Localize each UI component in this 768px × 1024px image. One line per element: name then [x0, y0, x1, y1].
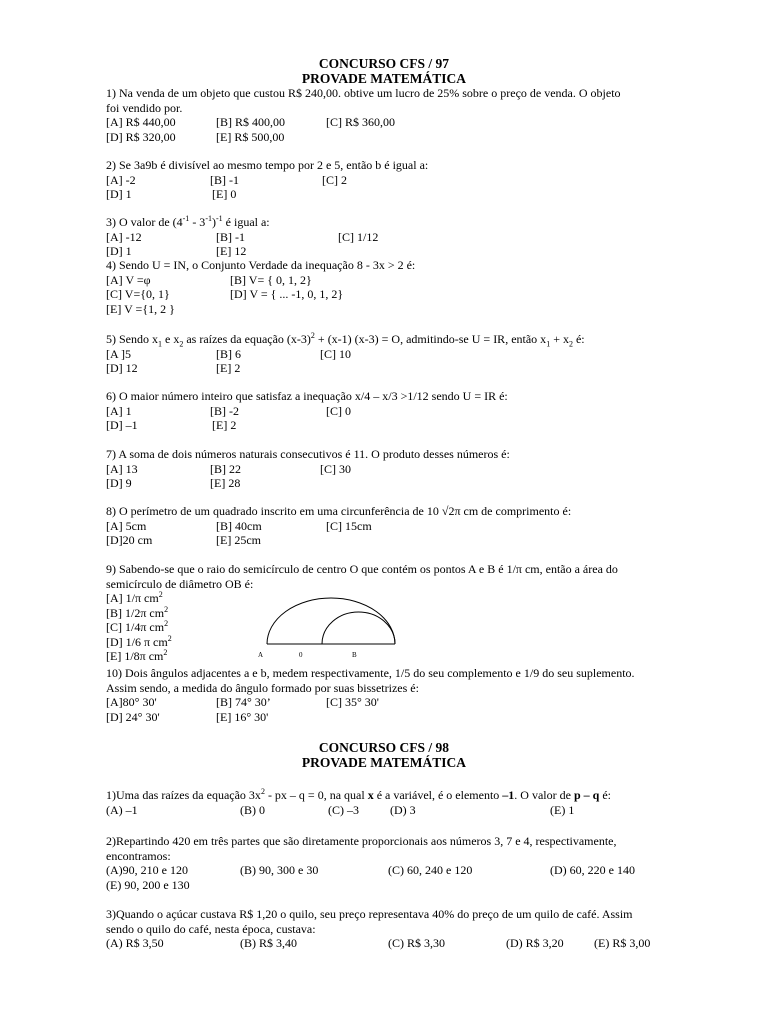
option-e: [E] 1/8π $cm^2$ [106, 648, 168, 663]
option-a: [A] R$ 440,00 [106, 115, 176, 129]
option-d: (D) 3 [390, 802, 416, 817]
options-row [106, 519, 666, 534]
option-d: [D] 12 [106, 361, 138, 375]
question-text: 7) A soma de dois números naturais consecutivos é 11. O produto desses números é: [106, 447, 510, 461]
option-e: [E] 28 [210, 476, 241, 490]
options-row [106, 710, 666, 725]
option-a: [A]80° 30' [106, 695, 157, 709]
exam1-title-line2: PROVADE MATEMÁTICA [301, 71, 467, 86]
option-b: [B] 74° 30’ [216, 695, 271, 709]
options-row [106, 347, 666, 362]
question-text: 3) O valor de $(4^{-1} - 3^{-1})^{-1}$ é igual a: [106, 214, 270, 229]
large-semicircle [267, 598, 395, 644]
option-b: [B] R$ 400,00 [216, 115, 285, 129]
exam2-title [0, 740, 768, 770]
exam2-title-line1: CONCURSO CFS / 98 [318, 740, 450, 755]
question-text: semicírculo de diâmetro OB é: [106, 576, 254, 591]
options-row [106, 462, 666, 477]
question-text: 4) Sendo U = IN, o Conjunto Verdade da inequação 8 - 3x > 2 é: [106, 258, 416, 272]
option-e: [E] 25cm [216, 533, 261, 547]
option-a: (A) –1 [106, 802, 138, 817]
option-d: [D] 9 [106, 476, 132, 490]
option-c: [C] 1/12 [338, 229, 379, 244]
question-text: sendo o quilo do café, nesta época, custava: [106, 921, 316, 936]
option-b: [B] 6 [216, 346, 241, 361]
option-e: [E] 2 [212, 418, 237, 432]
exam1-title [0, 56, 768, 86]
exam1-question-7 [106, 447, 666, 491]
question-text: 10) Dois ângulos adjacentes a e b, medem respectivamente, 1/5 do seu complemento e 1/9 do seu suplemento. [106, 666, 635, 680]
option-b: [B] -2 [210, 403, 239, 418]
small-semicircle [322, 612, 395, 644]
options-row [106, 418, 666, 433]
option-b: [B] 40cm [216, 518, 262, 533]
semicircle-figure [255, 596, 405, 664]
option-a: [A] 1 [106, 403, 132, 418]
option-d: [D] 1/6 π $cm^2$ [106, 633, 172, 649]
option-b: [B] 1/2π $cm^2$ [106, 604, 169, 620]
question-text: 9) Sabendo-se que o raio do semicírculo de centro O que contém os pontos A e B é 1/π cm, então a área do [106, 562, 618, 576]
options-row [106, 803, 666, 818]
option-e: [E] 16° 30' [216, 709, 269, 724]
option-d: [D] V = { ... -1, 0, 1, 2} [230, 287, 344, 301]
question-text: 8) O perímetro de um quadrado inscrito em uma circunferência de 10 √2π cm de comprimento é: [106, 504, 572, 518]
options-row [106, 230, 666, 245]
exam1-question-10 [106, 666, 666, 724]
option-b: [B] V= { 0, 1, 2} [230, 272, 312, 287]
point-b-label: B [352, 651, 357, 659]
options-row [106, 404, 666, 419]
options-row [106, 878, 666, 893]
exam2-question-2 [106, 834, 666, 892]
question-text: 6) O maior número inteiro que satisfaz a inequação x/4 – x/3 >1/12 sendo U = IR é: [106, 389, 508, 403]
option-a: [A] V =φ [106, 272, 151, 287]
option-d: (D) 60, 220 e 140 [550, 863, 635, 877]
options-row [106, 187, 666, 202]
exam2-title-line2: PROVADE MATEMÁTICA [301, 755, 467, 770]
options-row [106, 302, 666, 317]
question-text: Assim sendo, a medida do ângulo formado por suas bissetrizes é: [106, 680, 419, 695]
option-a: [A] 13 [106, 461, 138, 476]
option-d: [D] R$ 320,00 [106, 129, 176, 144]
option-e: (E) 90, 200 e 130 [106, 877, 190, 892]
option-e: [E] 12 [216, 244, 247, 258]
option-a: [A] -2 [106, 172, 136, 187]
option-a: (A) R$ 3,50 [106, 936, 164, 950]
exam2-question-1 [106, 788, 666, 817]
option-b: [B] -1 [210, 172, 239, 187]
option-c: (C) R$ 3,30 [388, 936, 445, 950]
option-e: [E] 2 [216, 361, 241, 375]
options-row [106, 130, 666, 145]
option-e: [E] R$ 500,00 [216, 129, 285, 144]
question-text: 1)Uma das raízes da equação $3x^2$ - px – q = 0, na qual x é a variável, é o elemento –1. O valor de p – q é: [106, 787, 611, 802]
option-d: [D] 24° 30' [106, 709, 160, 724]
option-c: [C] 2 [322, 172, 347, 187]
exam1-question-8 [106, 504, 666, 548]
option-c: [C] 35° 30' [326, 695, 379, 709]
option-b: (B) R$ 3,40 [240, 936, 297, 950]
option-c: (C) 60, 240 e 120 [388, 863, 473, 877]
options-row [106, 273, 666, 288]
option-b: (B) 90, 300 e 30 [240, 863, 319, 877]
option-c: [C] 1/4π $cm^2$ [106, 619, 169, 634]
exam1-question-4 [106, 258, 666, 316]
option-d: [D]20 cm [106, 533, 153, 547]
option-e: [E] 0 [212, 187, 237, 201]
question-text: 1) Na venda de um objeto que custou R$ 240,00. obtive um lucro de 25% sobre o preço de venda. O objeto [106, 86, 621, 100]
question-text: 2) Se 3a9b é divisível ao mesmo tempo por 2 e 5, então b é igual a: [106, 158, 429, 172]
option-a: [A ]5 [106, 346, 131, 361]
question-text: 2)Repartindo 420 em três partes que são diretamente proporcionais aos números 3, 7 e 4, respectivamente, [106, 834, 617, 848]
option-c: [C] 0 [326, 403, 351, 418]
option-b: (B) 0 [240, 802, 265, 817]
option-c: [C] R$ 360,00 [326, 115, 395, 129]
option-b: [B] -1 [216, 229, 245, 244]
option-a: (A)90, 210 e 120 [106, 863, 188, 877]
option-a: [A] -12 [106, 229, 142, 244]
options-row [106, 287, 666, 302]
option-a: [A] 1/π $cm^2$ [106, 590, 163, 605]
exam1-question-2 [106, 158, 666, 202]
option-c: [C] 30 [320, 461, 351, 476]
option-c: [C] 15cm [326, 518, 372, 533]
option-c: [C] V={0, 1} [106, 287, 170, 301]
options-row [106, 361, 666, 376]
option-c: [C] 10 [320, 346, 351, 361]
point-a-label: A [258, 651, 264, 659]
question-text: 3)Quando o açúcar custava R$ 1,20 o quilo, seu preço representava 40% do preço de um quilo de café. Assim [106, 907, 633, 921]
option-e: [E] V ={1, 2 } [106, 301, 175, 316]
exam1-question-3 [106, 215, 666, 259]
options-row [106, 244, 666, 259]
option-b: [B] 22 [210, 461, 241, 476]
point-o-label: 0 [299, 651, 303, 659]
option-c: (C) –3 [328, 802, 359, 817]
option-d: [D] 1 [106, 187, 132, 201]
options-row [106, 173, 666, 188]
option-e: (E) R$ 3,00 [594, 936, 651, 950]
options-row [106, 533, 666, 548]
options-row [106, 863, 666, 878]
question-text: foi vendido por. [106, 100, 183, 115]
question-text: 5) Sendo $x_1$ e $x_2$ as raízes da equação $(x-3)^2 + (x-1) (x-3) = O$, admitindo-se U = IR, então $x_1 + x_2$ é: [106, 331, 585, 349]
options-row [106, 476, 666, 491]
exam1-question-5 [106, 332, 666, 376]
exam1-question-6 [106, 389, 666, 433]
option-d: (D) R$ 3,20 [506, 936, 564, 950]
question-text: encontramos: [106, 848, 171, 863]
exam2-question-3 [106, 907, 666, 951]
options-row [106, 695, 666, 710]
options-row [106, 936, 666, 951]
option-d: [D] –1 [106, 418, 138, 432]
option-a: [A] 5cm [106, 518, 147, 533]
options-row [106, 115, 666, 130]
exam1-question-1 [106, 86, 666, 144]
option-d: [D] 1 [106, 244, 132, 258]
option-e: (E) 1 [550, 802, 575, 817]
exam1-title-line1: CONCURSO CFS / 97 [318, 56, 450, 71]
